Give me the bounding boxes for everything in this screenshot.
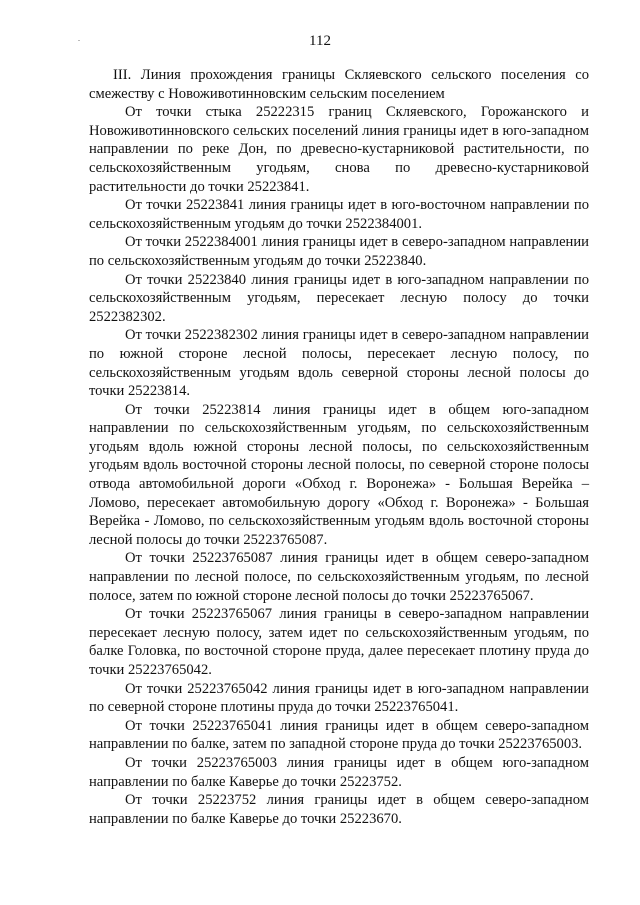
paragraph-10: От точки 25223765041 линия границы идет в общем северо-западном направлении по балке, затем по западной стороне пруда до точки 25223765003. [89,717,589,753]
paragraph-8: От точки 25223765067 линия границы в северо-западном направлении пересекает лесную полосу, затем идет по сельскохозяйственным угодьям, по балке Головка, по восточной стороне пруда, далее пересекает плотину пруда до точки 25223765042. [89,606,589,678]
section-heading: III. Линия прохождения границы Скляевского сельского поселения со смежеству с Новоживотинновским сельским поселением [89,67,589,102]
paragraph-5: От точки 2522382302 линия границы идет в северо-западном направлении по южной стороне лесной полосы, пересекает лесную полосу, по сельскохозяйственным угодьям вдоль северной стороны лесной полосы до точки 25223814. [89,327,589,400]
paragraph-1: От точки стыка 25222315 границ Скляевского, Горожанского и Новоживотинновского сельских поселений линия границы идет в юго-западном направлении по реке Дон, по древесно-кустарниковой растительности, по сельскохозяйственным угодьям, снова по древесно-кустарниковой растительности до точки 25223841. [89,104,589,195]
paragraph-11: От точки 25223765003 линия границы идет в общем юго-западном направлении по балке Каверье до точки 25223752. [89,754,589,790]
paragraph-9: От точки 25223765042 линия границы идет в юго-западном направлении по северной стороне плотины пруда до точки 25223765041. [89,680,589,716]
paragraph-2: От точки 25223841 линия границы идет в юго-восточном направлении по сельскохозяйственным угодьям до точки 2522384001. [89,197,589,232]
page-number: 112 [309,33,331,49]
paragraph-12: От точки 25223752 линия границы идет в общем северо-западном направлении по балке Каверье до точки 25223670. [89,792,589,827]
paragraph-4: От точки 25223840 линия границы идет в юго-западном направлении по сельскохозяйственным угодьям, пересекает лесную полосу до точки 2522382302. [89,271,589,325]
document-body [89,66,589,828]
paragraph-6: От точки 25223814 линия границы идет в общем юго-западном направлении по сельскохозяйственным угодьям, по сельскохозяйственным угодьям вдоль южной стороны лесной полосы, по сельскохозяйственным угодьям вдоль восточной стороны лесной полосы, по северной стороне полосы отвода автомобильной дороги «Обход г. Воронежа» - Большая Верейка – Ломово, пересекает автомобильную дорогу «Обход г. Воронежа» - Большая Верейка - Ломово, по сельскохозяйственным угодьям вдоль восточной стороны лесной полосы до точки 25223765087. [89,401,589,548]
paragraph-7: От точки 25223765087 линия границы идет в общем северо-западном направлении по лесной полосе, по сельскохозяйственным угодьям, по лесной полосе, затем по южной стороне лесной полосы до точки 25223765067. [89,550,589,604]
paragraph-3: От точки 2522384001 линия границы идет в северо-западном направлении по сельскохозяйственным угодьям до точки 25223840. [89,234,589,269]
